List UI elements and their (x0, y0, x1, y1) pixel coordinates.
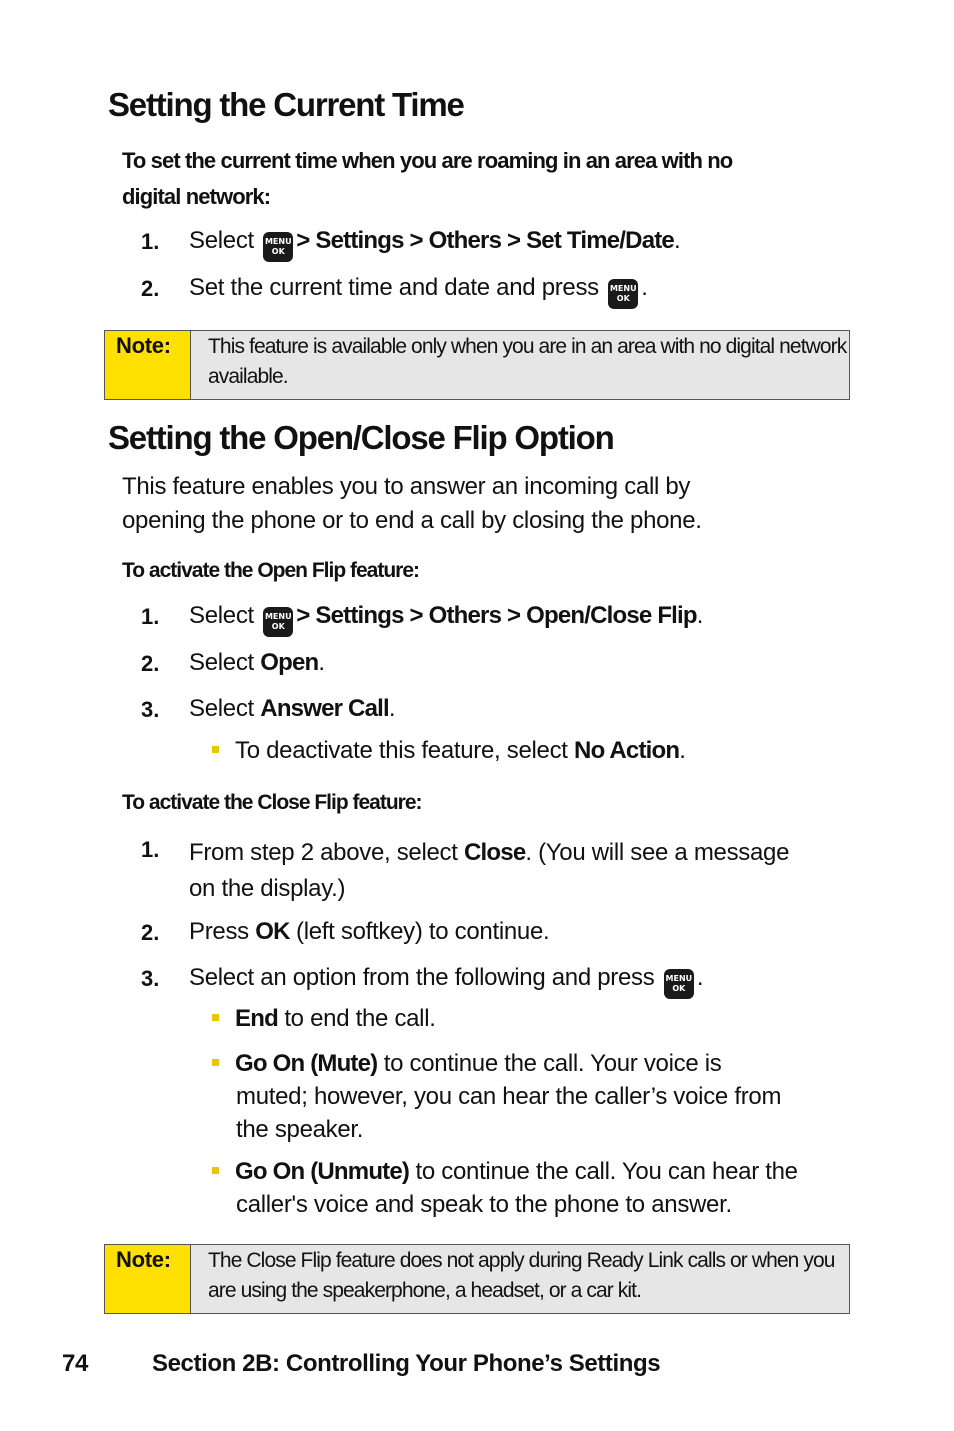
option-name: Go On (Mute) (235, 1050, 378, 1077)
step-number: 2. (141, 920, 160, 945)
key-name: OK (255, 918, 290, 945)
step-punct: . (318, 649, 325, 676)
bullet-punct: . (679, 737, 686, 764)
option-name: Answer Call (260, 695, 389, 722)
intro-line-1: To set the current time when you are roaming in an area with no (122, 148, 733, 173)
menu-ok-key-icon: MENU OK (608, 279, 638, 309)
step-number: 3. (141, 966, 160, 991)
close-step-3 (189, 964, 703, 999)
bullet-text-line-2: muted; however, you can hear the caller’s voice from (236, 1083, 782, 1110)
step-punct: . (696, 964, 704, 991)
step-number: 1. (141, 229, 160, 254)
note-text: This feature is available only when you are in an area with no digital network available. (191, 331, 849, 399)
step-number: 2. (141, 651, 160, 676)
step-text-line-2: on the display.) (189, 875, 346, 902)
section-title-current-time: Setting the Current Time (108, 86, 464, 123)
step-punct: . (696, 602, 704, 629)
note-text: The Close Flip feature does not apply during Ready Link calls or when you are using the speakerphone, a headset, or a car kit. (191, 1245, 849, 1313)
step-text: (left softkey) to continue. (296, 918, 550, 945)
note-box (104, 330, 850, 400)
close-step-2 (189, 918, 549, 946)
step-number: 1. (141, 604, 160, 629)
open-step-3 (189, 695, 395, 723)
step-number: 1. (141, 837, 160, 862)
step-text: Press (189, 918, 249, 945)
close-bullet-unmute (212, 1155, 798, 1221)
feature-description (122, 470, 702, 538)
bullet-icon (212, 1167, 219, 1174)
page-number: 74 (62, 1350, 88, 1377)
option-name: End (235, 1005, 278, 1032)
description-line-2: opening the phone or to end a call by closing the phone. (122, 507, 702, 534)
step-number: 2. (141, 276, 160, 301)
bullet-icon (212, 1059, 219, 1066)
note-box (104, 1244, 850, 1314)
step-text: Select (189, 695, 254, 722)
open-step-2 (189, 649, 325, 677)
step-punct: . (388, 695, 396, 722)
bullet-text: to end the call. (284, 1005, 436, 1032)
step-1-text (189, 227, 680, 262)
section-title-flip-option: Setting the Open/Close Flip Option (108, 419, 614, 456)
step-text: Select (189, 227, 254, 254)
open-bullet (212, 737, 686, 765)
step-2-text (189, 274, 648, 309)
description-line-1: This feature enables you to answer an incoming call by (122, 473, 691, 500)
step-punct: . (641, 274, 648, 301)
step-text: Set the current time and date and press (189, 274, 599, 301)
step-text: . (You will see a message (525, 839, 790, 866)
step-number: 3. (141, 697, 160, 722)
close-bullet-end (212, 1005, 436, 1033)
option-name: No Action (574, 737, 680, 764)
bullet-text-line-2: caller's voice and speak to the phone to answer. (236, 1191, 732, 1218)
note-label: Note: (105, 1245, 191, 1313)
open-step-1 (189, 602, 703, 637)
step-text: From step 2 above, select (189, 839, 458, 866)
step-text: Select (189, 602, 254, 629)
bullet-text: To deactivate this feature, select (235, 737, 568, 764)
menu-ok-key-icon: MENU OK (263, 607, 293, 637)
intro-line-2: digital network: (122, 184, 271, 209)
close-bullet-mute (212, 1047, 781, 1146)
menu-ok-key-icon: MENU OK (263, 232, 293, 262)
close-step-1 (189, 835, 789, 907)
footer-section-title: Section 2B: Controlling Your Phone’s Settings (152, 1350, 661, 1377)
option-name: Open (260, 649, 319, 676)
open-flip-heading: To activate the Open Flip feature: (122, 559, 419, 582)
bullet-icon (212, 746, 219, 753)
option-name: Go On (Unmute) (235, 1158, 410, 1185)
intro-text (122, 143, 732, 215)
bullet-text-line-3: the speaker. (236, 1116, 364, 1143)
step-text: Select (189, 649, 254, 676)
option-name: Close (464, 839, 526, 866)
bullet-text: to continue the call. You can hear the (415, 1158, 798, 1185)
step-text: Select an option from the following and press (189, 964, 655, 991)
step-punct: . (674, 227, 681, 254)
note-label: Note: (105, 331, 191, 399)
menu-ok-key-icon: MENU OK (664, 969, 694, 999)
close-flip-heading: To activate the Close Flip feature: (122, 791, 422, 814)
menu-path: > Settings > Others > Set Time/Date (296, 227, 674, 254)
bullet-text: to continue the call. Your voice is (383, 1050, 722, 1077)
bullet-icon (212, 1014, 219, 1021)
menu-path: > Settings > Others > Open/Close Flip (296, 602, 697, 629)
